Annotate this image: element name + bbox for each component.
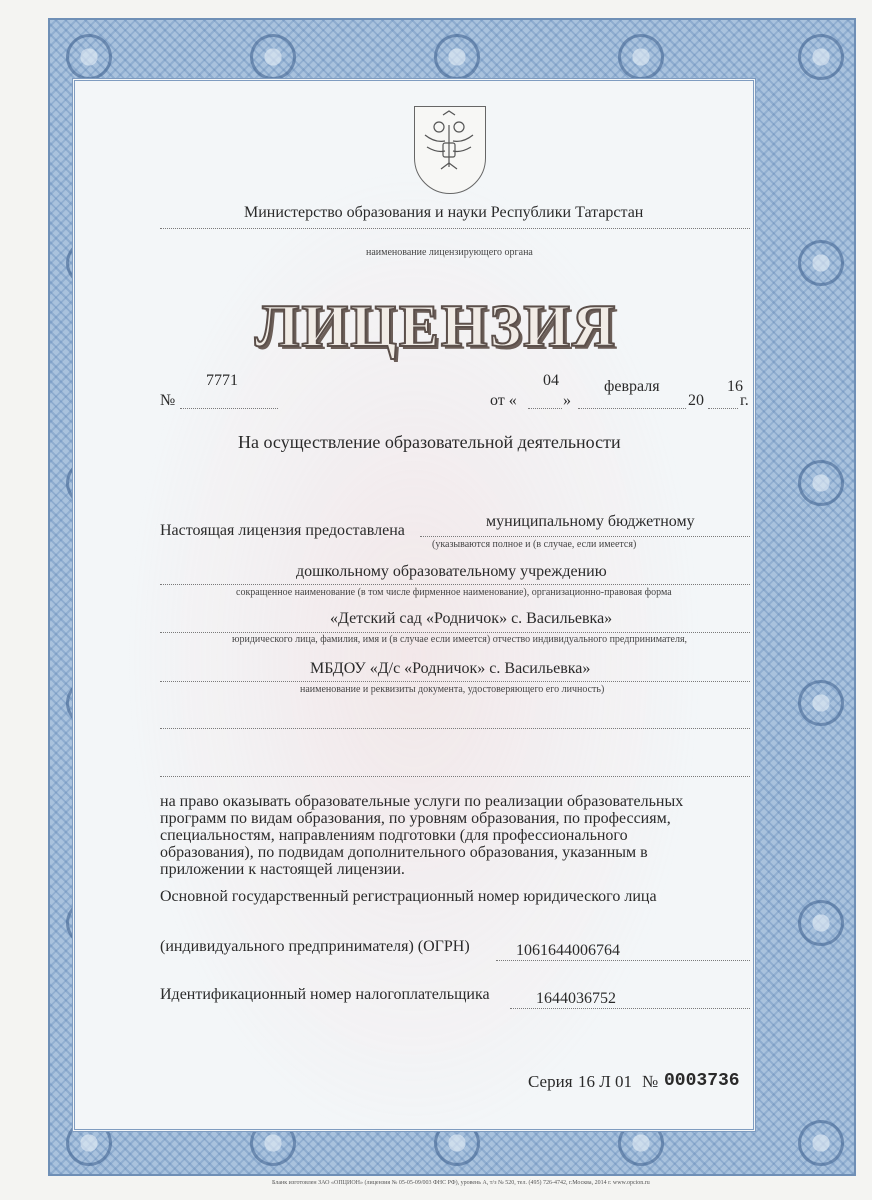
series-number: 0003736 bbox=[664, 1071, 740, 1091]
licensee-underline-3 bbox=[160, 632, 750, 633]
blank-line bbox=[160, 728, 750, 729]
corner-ornament-top-left bbox=[66, 34, 112, 80]
printer-footer: Бланк изготовлен ЗАО «ОПЦИОН» (лицензия № 05-05-09/003 ФНС РФ), уровень А, т/з № 520, тел. (495) 726-4742, г.Москва, 2014 г. www.opcion.ru bbox=[272, 1180, 650, 1186]
month-line bbox=[578, 408, 686, 409]
licensee-line-2: дошкольному образовательному учреждению bbox=[296, 563, 607, 580]
licensee-underline-2 bbox=[160, 584, 750, 585]
date-day: 04 bbox=[543, 372, 559, 389]
inn-line bbox=[510, 1008, 750, 1009]
date-month: февраля bbox=[604, 378, 660, 395]
rights-line-4: образования), по подвидам дополнительного образования, указанным в bbox=[160, 844, 648, 861]
ogrn-label-line-2: (индивидуального предпринимателя) (ОГРН) bbox=[160, 938, 470, 955]
date-quote-close: » bbox=[563, 392, 571, 409]
ministry-caption: наименование лицензирующего органа bbox=[366, 247, 533, 258]
double-headed-eagle-icon bbox=[415, 107, 483, 187]
rights-line-1: на право оказывать образовательные услуги по реализации образовательных bbox=[160, 793, 684, 810]
year-suffix: г. bbox=[740, 392, 749, 409]
document-paper bbox=[72, 78, 756, 1132]
licensee-line-4: МБДОУ «Д/с «Родничок» с. Васильевка» bbox=[310, 660, 591, 677]
year-prefix: 20 bbox=[688, 392, 704, 409]
granted-label: Настоящая лицензия предоставлена bbox=[160, 522, 405, 539]
ogrn-label-line-1: Основной государственный регистрационный номер юридического лица bbox=[160, 888, 657, 905]
corner-ornament-top-right bbox=[798, 34, 844, 80]
ogrn-value: 1061644006764 bbox=[516, 942, 620, 959]
activity-heading: На осуществление образовательной деятельности bbox=[238, 432, 621, 452]
ministry-line bbox=[160, 228, 750, 229]
coat-of-arms-emblem bbox=[414, 106, 486, 194]
side-ornament bbox=[798, 460, 844, 506]
series-label: Серия bbox=[528, 1072, 573, 1091]
side-ornament bbox=[798, 680, 844, 726]
year-line bbox=[708, 408, 738, 409]
license-number: 7771 bbox=[206, 372, 238, 389]
number-sign: № bbox=[160, 392, 176, 409]
licensee-line-3: «Детский сад «Родничок» с. Васильевка» bbox=[330, 610, 613, 627]
caption-4: наименование и реквизиты документа, удостоверяющего его личность) bbox=[300, 684, 605, 695]
licensee-underline-4 bbox=[160, 681, 750, 682]
day-line bbox=[528, 408, 562, 409]
side-ornament bbox=[798, 240, 844, 286]
ogrn-line bbox=[496, 960, 750, 961]
year-value: 16 bbox=[727, 378, 743, 395]
date-prefix: от « bbox=[490, 392, 517, 409]
licensee-underline-1 bbox=[420, 536, 750, 537]
series-number-sign: № bbox=[642, 1072, 659, 1091]
ministry-name: Министерство образования и науки Республики Татарстан bbox=[244, 204, 644, 221]
licensee-line-1: муниципальному бюджетному bbox=[486, 513, 695, 530]
rights-line-5: приложении к настоящей лицензии. bbox=[160, 861, 405, 878]
blank-line bbox=[160, 776, 750, 777]
corner-ornament-bottom-right bbox=[798, 1120, 844, 1166]
caption-3: юридического лица, фамилия, имя и (в случае если имеется) отчество индивидуального предпринимателя, bbox=[232, 634, 688, 645]
top-ornament bbox=[434, 34, 480, 80]
series-value: 16 Л 01 bbox=[578, 1072, 633, 1091]
top-ornament bbox=[250, 34, 296, 80]
inn-value: 1644036752 bbox=[536, 990, 616, 1007]
document-title: ЛИЦЕНЗИЯ bbox=[254, 293, 618, 359]
caption-1: (указываются полное и (в случае, если имеется) bbox=[432, 539, 637, 550]
rights-line-2: программ по видам образования, по уровням образования, по профессиям, bbox=[160, 810, 671, 827]
side-ornament bbox=[798, 900, 844, 946]
inn-label: Идентификационный номер налогоплательщика bbox=[160, 986, 490, 1003]
rights-line-3: специальностям, направлениям подготовки (для профессионального bbox=[160, 827, 628, 844]
number-line bbox=[180, 408, 278, 409]
top-ornament bbox=[618, 34, 664, 80]
caption-2: сокращенное наименование (в том числе фирменное наименование), организационно-правовая форма bbox=[236, 587, 672, 598]
